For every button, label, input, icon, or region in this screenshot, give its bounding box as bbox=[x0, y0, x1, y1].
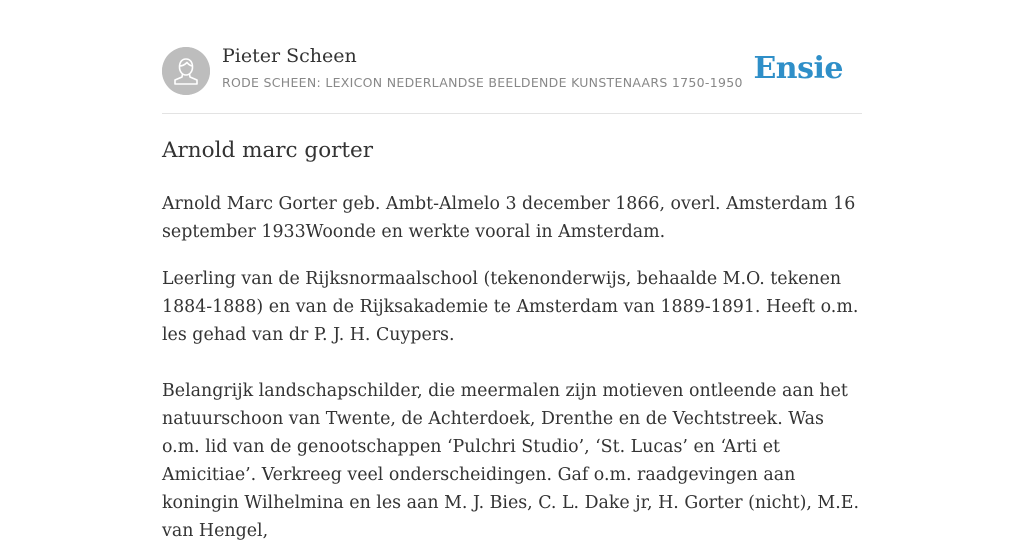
article-paragraph: Leerling van de Rijksnormaalschool (tekenonderwijs, behaalde M.O. tekenen 1884-1888) en van de Rijksakademie te Amsterdam van 1889-1891. Heeft o.m. les gehad van dr P. J. H. Cuypers. bbox=[162, 269, 859, 345]
user-avatar-icon[interactable] bbox=[162, 47, 210, 95]
article-container bbox=[162, 0, 862, 541]
article-title: Arnold marc gorter bbox=[162, 138, 374, 163]
author-header bbox=[162, 0, 862, 114]
article-paragraph: Arnold Marc Gorter geb. Ambt-Almelo 3 december 1866, overl. Amsterdam 16 september 1933Woonde en werkte vooral in Amsterdam. bbox=[162, 194, 856, 242]
ensie-logo[interactable]: Ensie bbox=[753, 51, 843, 86]
author-name[interactable]: Pieter Scheen bbox=[222, 45, 357, 67]
author-source: RODE SCHEEN: LEXICON NEDERLANDSE BEELDENDE KUNSTENAARS 1750-1950 bbox=[222, 75, 743, 90]
article-paragraph: Belangrijk landschapschilder, die meermalen zijn motieven ontleende aan het natuurschoon van Twente, de Achterdoek, Drenthe en de Vechtstreek. Was o.m. lid van de genootschappen ‘Pulchri Studio’, ‘St. Lucas’ en ‘Arti et Amicitiae’. Verkreeg veel onderscheidingen. Gaf o.m. raadgevingen aan koningin Wilhelmina en les aan M. J. Bies, C. L. Dake jr, H. Gorter (nicht), M.E. van Hengel, bbox=[162, 381, 859, 541]
